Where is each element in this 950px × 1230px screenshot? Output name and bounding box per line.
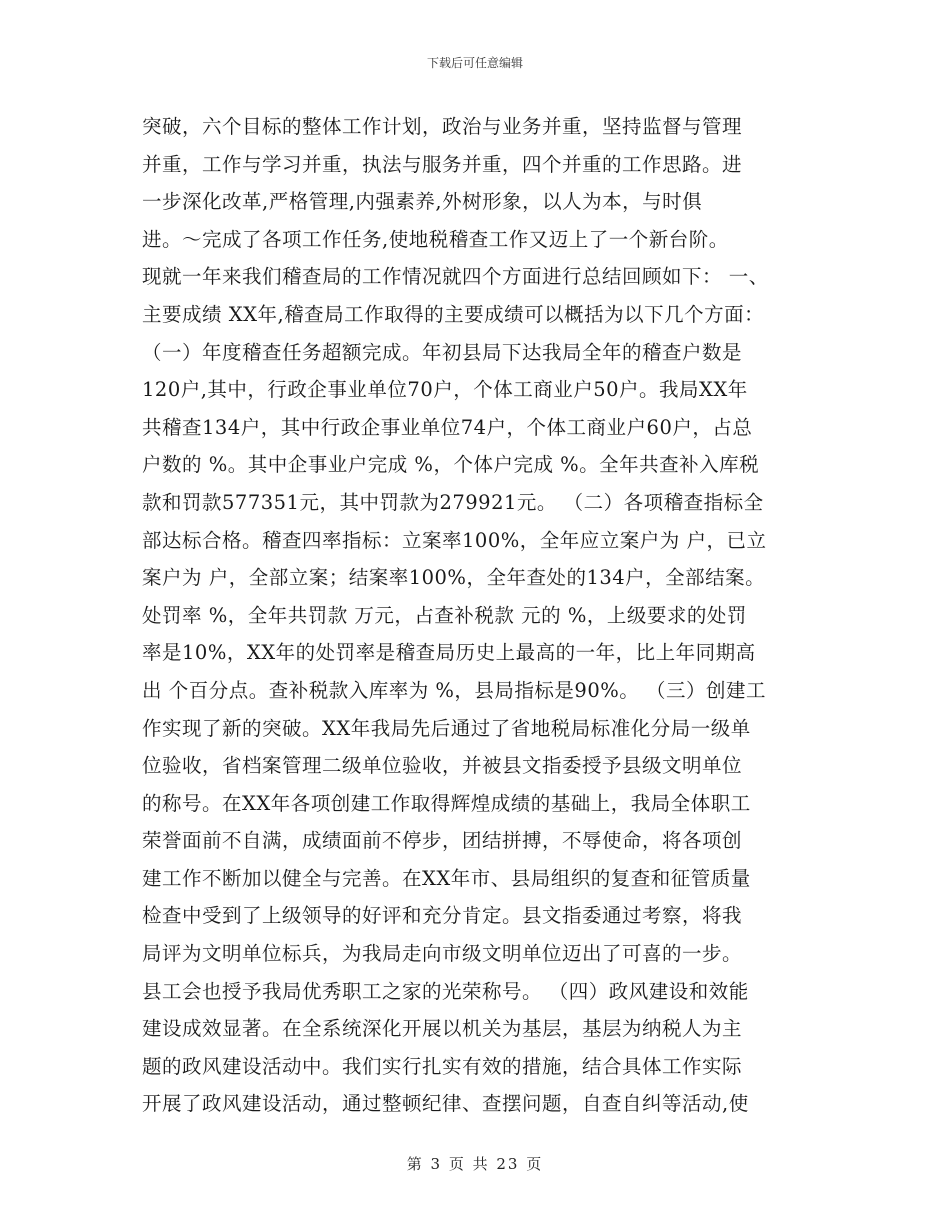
text-line: 进。～完成了各项工作任务,使地税稽查工作又迈上了一个新台阶。 [142,227,729,251]
page-header: 下载后可任意编辑 [426,56,523,70]
text-line: 建设成效显著。在全系统深化开展以机关为基层，基层为纳税人为主 [142,1017,743,1041]
text-line: 荣誉面前不自满，成绩面前不停步，团结拼搏，不辱使命，将各项创 [142,829,743,853]
text-line: 一步深化改革,严格管理,内强素养,外树形象，以人为本，与时俱 [142,190,703,214]
text-line: 处罚率 %，全年共罚款 万元，占查补税款 元的 %，上级要求的处罚 [142,603,747,627]
text-line: 主要成绩 XX年,稽查局工作取得的主要成绩可以概括为以下几个方面： [142,302,765,326]
text-line: 部达标合格。稽查四率指标：立案率100%，全年应立案户为 户，已立 [142,528,767,552]
text-line: 题的政风建设活动中。我们实行扎实有效的措施，结合具体工作实际 [142,1054,743,1078]
text-line: 检查中受到了上级领导的好评和充分肯定。县文指委通过考察，将我 [142,904,743,928]
page-footer: 第 3 页 共 23 页 [406,1155,544,1173]
text-line: 建工作不断加以健全与完善。在XX年市、县局组织的复查和征管质量 [142,866,751,890]
text-line: 率是10%，XX年的处罚率是稽查局历史上最高的一年，比上年同期高 [142,641,756,665]
text-line: 款和罚款577351元，其中罚款为279921元。 （二）各项稽查指标全 [142,490,764,514]
text-line: 户数的 %。其中企事业户完成 %，个体户完成 %。全年共查补入库税 [142,453,760,477]
text-line: 出 个百分点。查补税款入库率为 %，县局指标是90%。 （三）创建工 [142,678,766,702]
text-line: 共稽查134户，其中行政企事业单位74户，个体工商业户60户，占总 [142,415,753,439]
text-line: 并重，工作与学习并重，执法与服务并重，四个并重的工作思路。进 [142,152,743,176]
text-line: 作实现了新的突破。XX年我局先后通过了省地税局标准化分局一级单 [142,716,751,740]
text-line: （一）年度稽查任务超额完成。年初县局下达我局全年的稽查户数是 [142,340,743,364]
text-line: 县工会也授予我局优秀职工之家的光荣称号。 （四）政风建设和效能 [142,979,749,1003]
text-line: 120户,其中，行政企事业单位70户，个体工商业户50户。我局XX年 [142,378,748,402]
text-line: 开展了政风建设活动，通过整顿纪律、查摆问题，自查自纠等活动,使 [142,1092,749,1116]
text-line: 的称号。在XX年各项创建工作取得辉煌成绩的基础上，我局全体职工 [142,791,751,815]
document-body [142,108,822,1123]
text-line: 位验收，省档案管理二级单位验收，并被县文指委授予县级文明单位 [142,754,743,778]
text-line: 突破，六个目标的整体工作计划，政治与业务并重，坚持监督与管理 [142,115,743,138]
text-line: 现就一年来我们稽查局的工作情况就四个方面进行总结回顾如下： 一、 [142,265,769,289]
text-line: 局评为文明单位标兵，为我局走向市级文明单位迈出了可喜的一步。 [142,942,743,966]
text-line: 案户为 户，全部立案；结案率100%，全年查处的134户，全部结案。 [142,566,766,590]
